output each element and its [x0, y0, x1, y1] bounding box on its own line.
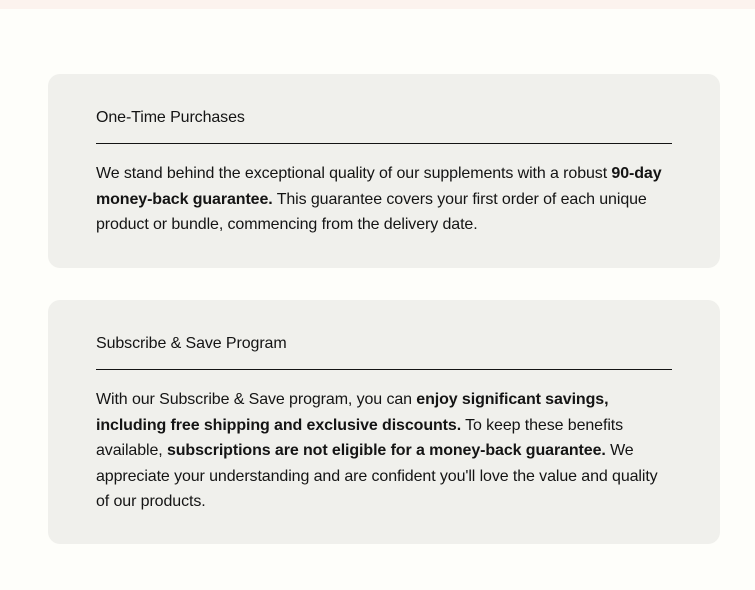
body-text: With our Subscribe & Save program, you can: [96, 391, 417, 408]
one-time-purchases-card: [48, 74, 720, 268]
subscribe-save-card: [48, 300, 720, 544]
body-text: We stand behind the exceptional quality of our supplements with a robust: [96, 165, 612, 182]
divider: [96, 143, 672, 144]
body-text-bold: enjoy significant savings, including free shipping and exclusive discounts.: [96, 391, 609, 434]
card-body: [96, 387, 672, 515]
card-title: One-Time Purchases: [96, 109, 245, 126]
body-text: This guarantee covers your first order of each unique product or bundle, commencing from the delivery date.: [96, 190, 647, 234]
body-text: We appreciate your understanding and are confident you'll love the value and quality of our products.: [96, 442, 658, 511]
divider: [96, 369, 672, 370]
top-strip: [0, 0, 755, 9]
card-title: Subscribe & Save Program: [96, 335, 287, 352]
card-body: [96, 161, 672, 238]
body-text-bold: subscriptions are not eligible for a money-back guarantee.: [166, 442, 606, 460]
body-text-bold: 90-day money-back guarantee.: [96, 165, 662, 208]
body-text: To keep these benefits available,: [96, 416, 624, 460]
